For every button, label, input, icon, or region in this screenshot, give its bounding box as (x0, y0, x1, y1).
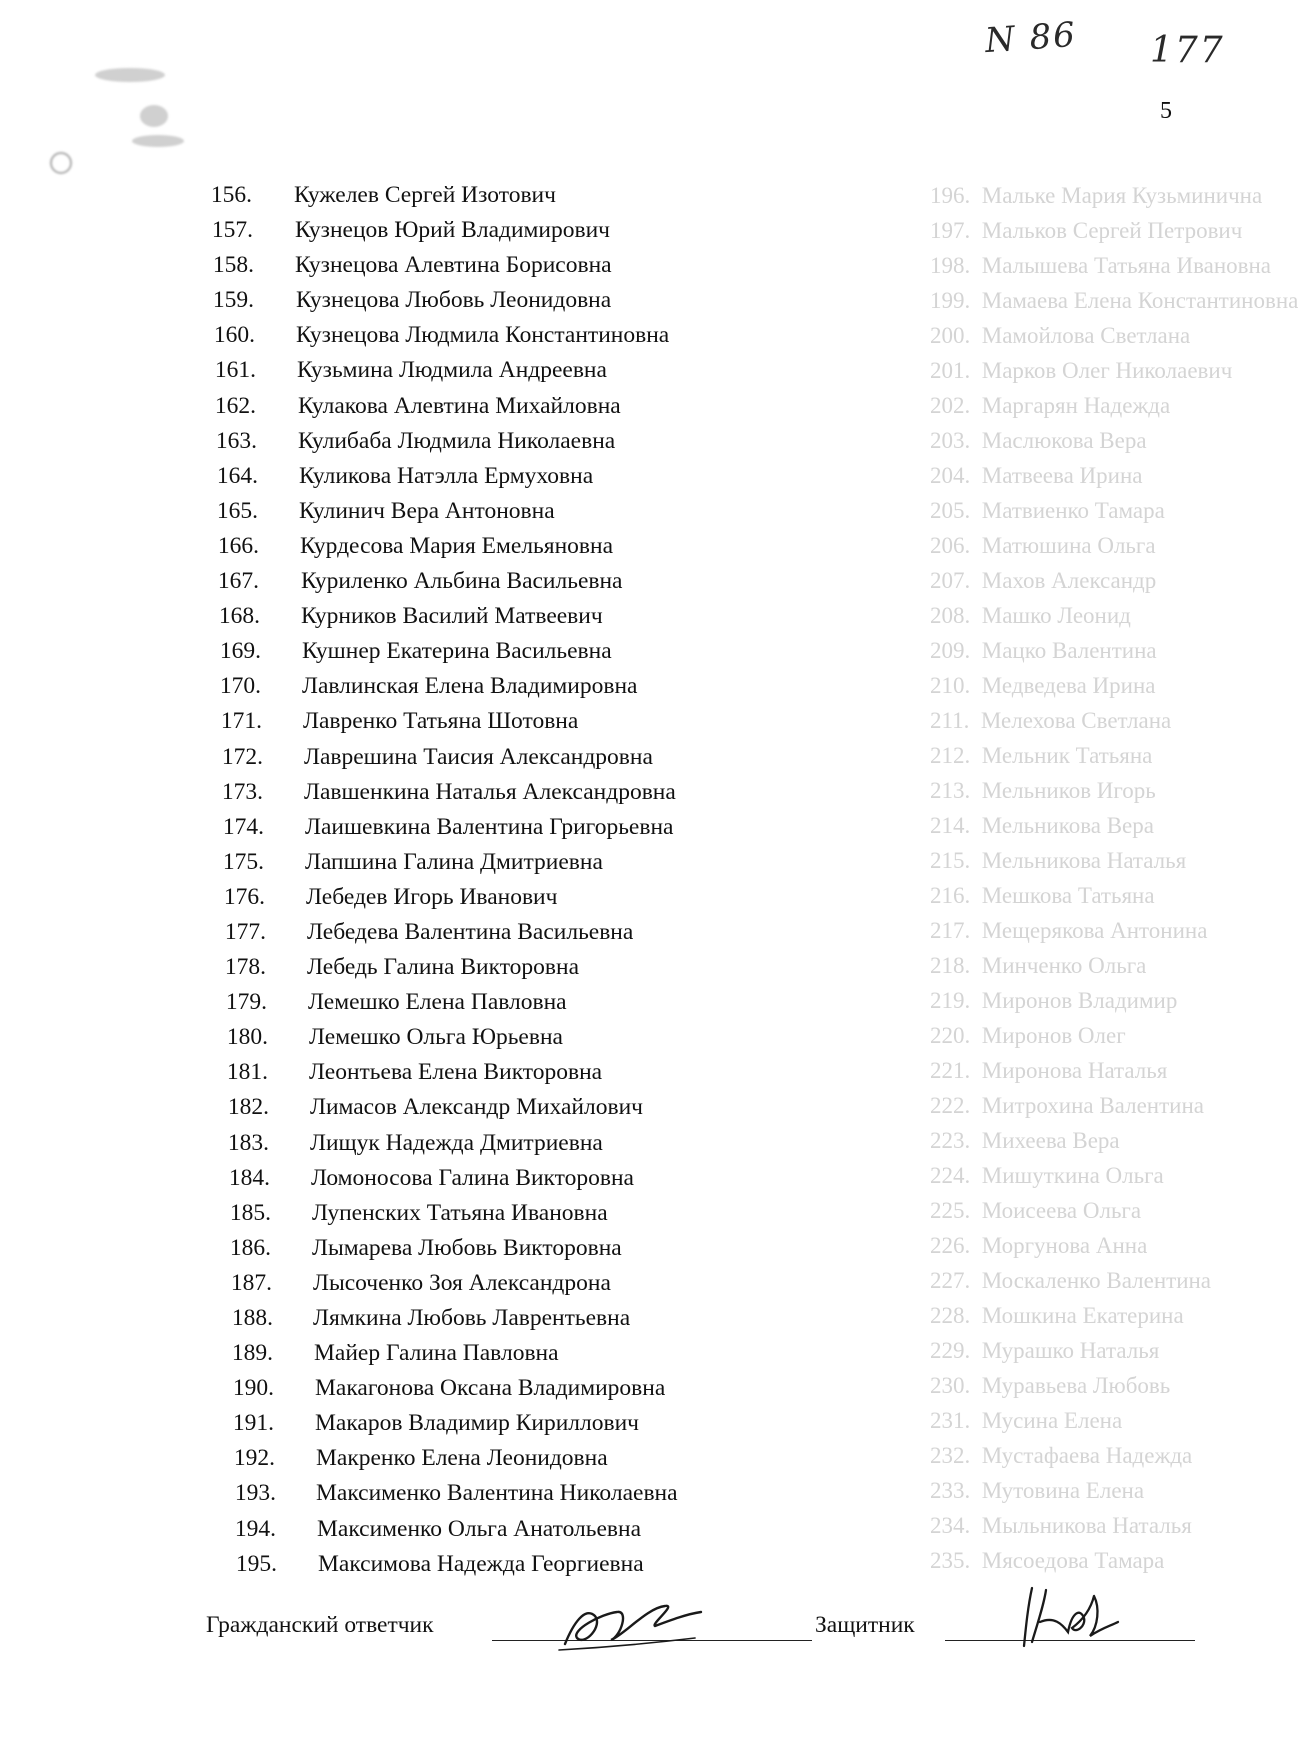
item-number: 169. (219, 638, 261, 665)
item-number: 176. (223, 883, 265, 910)
item-number: 167. (217, 568, 259, 595)
list-item (0, 880, 1240, 915)
item-number: 161. (214, 357, 256, 384)
list-item (0, 1441, 1240, 1476)
list-item (0, 810, 1240, 845)
list-item (0, 1161, 1240, 1196)
item-number: 174. (222, 813, 264, 840)
bleed-through-ghost: 196. Мальке Мария Кузьминична 197. Мальков Сергей Петрович 198. Малышева Татьяна Ивановна 199. Мамаева Елена Константиновна 200. Мамойлова Светлана 201. Марков Олег Николаевич 202. Маргарян Надежда 203. Маслюкова Вера 204. Матвеева Ирина 205. Матвиенко Тамара 206. Матюшина Ольга 207. Махов Александр 208. Машко Леонид 209. Мацко Валентина 210. Медведева Ирина 211. Мелехова Светлана 212. Мельник Татьяна 213. Мельников Игорь 214. Мельникова Вера 215. Мельникова Наталья 216. Мешкова Татьяна 217. Мещерякова Антонина 218. Минченко Ольга 219. Миронов Владимир 220. Миронов Олег 221. Миронова Наталья 222. Митрохина Валентина 223. Михеева Вера 224. Мишуткина Ольга 225. Моисеева Ольга 226. Моргунова Анна 227. Москаленко Валентина 228. Мошкина Екатерина 229. Мурашко Наталья 230. Муравьева Любовь 231. Мусина Елена 232. Мустафаева Надежда 233. Мутовина Елена 234. Мыльникова Наталья 235. Мясоедова Тамара (930, 183, 1298, 1573)
list-item (0, 459, 1240, 494)
item-number: 191. (232, 1410, 274, 1437)
item-name: Лебедев Игорь Иванович (306, 883, 558, 910)
item-name: Лавлинская Елена Владимировна (302, 673, 638, 700)
item-name: Лупенских Татьяна Ивановна (312, 1199, 608, 1226)
list-item (0, 634, 1240, 669)
item-number: 177. (224, 918, 266, 945)
item-name: Леонтьева Елена Викторовна (309, 1059, 603, 1086)
item-number: 195. (235, 1550, 277, 1577)
page-number: 5 (1160, 98, 1172, 124)
item-name: Лимасов Александр Михайлович (310, 1094, 643, 1121)
item-number: 193. (234, 1480, 276, 1507)
item-number: 166. (217, 532, 259, 559)
item-number: 192. (233, 1445, 275, 1472)
item-name: Кулибаба Людмила Николаевна (298, 427, 616, 454)
case-number-handwritten: N 86 (983, 14, 1079, 62)
item-number: 181. (226, 1059, 268, 1086)
item-number: 186. (229, 1234, 271, 1261)
item-number: 159. (212, 287, 254, 314)
list-item (0, 740, 1240, 775)
item-number: 171. (220, 708, 262, 735)
scan-smudge (50, 152, 72, 174)
item-name: Лебедь Галина Викторовна (307, 954, 580, 981)
item-name: Кулинич Вера Антоновна (299, 497, 555, 524)
list-item (0, 494, 1240, 529)
item-name: Лысоченко Зоя Александрона (313, 1269, 611, 1296)
item-number: 158. (212, 252, 254, 279)
civil-respondent-label: Гражданский ответчик (206, 1612, 434, 1638)
item-name: Куриленко Альбина Васильевна (301, 568, 623, 595)
item-name: Курдесова Мария Емельяновна (300, 532, 614, 559)
defender-label: Защитник (815, 1612, 915, 1638)
item-name: Максимова Надежда Георгиевна (318, 1550, 644, 1577)
item-name: Макаров Владимир Кириллович (315, 1410, 639, 1437)
item-name: Курников Василий Матвеевич (301, 603, 603, 630)
list-item (0, 1406, 1240, 1441)
item-name: Кулакова Алевтина Михайловна (298, 392, 621, 419)
item-name: Максименко Ольга Анатольевна (317, 1515, 641, 1542)
list-item (0, 1547, 1240, 1582)
item-number: 188. (231, 1305, 273, 1331)
item-number: 172. (221, 743, 263, 770)
item-name: Лямкина Любовь Лаврентьевна (313, 1305, 631, 1331)
item-name: Кузнецова Алевтина Борисовна (295, 252, 612, 279)
item-name: Макагонова Оксана Владимировна (315, 1375, 666, 1402)
list-item (0, 1371, 1240, 1406)
item-number: 194. (234, 1515, 276, 1542)
item-number: 183. (227, 1129, 269, 1156)
list-item (0, 1301, 1240, 1336)
item-number: 190. (232, 1375, 274, 1402)
item-number: 178. (224, 954, 266, 981)
item-number: 179. (225, 989, 267, 1016)
respondent-signature (555, 1594, 705, 1656)
list-item (0, 529, 1240, 564)
scan-smudge (132, 135, 184, 147)
item-number: 184. (228, 1164, 270, 1191)
item-number: 187. (230, 1269, 272, 1296)
item-name: Максименко Валентина Николаевна (316, 1480, 678, 1507)
item-number: 189. (231, 1340, 273, 1367)
item-name: Ломоносова Галина Викторовна (311, 1164, 634, 1191)
list-item (0, 283, 1240, 318)
scan-smudge (140, 105, 168, 127)
item-name: Макренко Елена Леонидовна (316, 1445, 608, 1472)
list-item (0, 1055, 1240, 1090)
list-item (0, 213, 1240, 248)
list-item (0, 564, 1240, 599)
list-item (0, 1231, 1240, 1266)
list-item (0, 1090, 1240, 1125)
list-item (0, 1196, 1240, 1231)
item-name: Лебедева Валентина Васильевна (307, 918, 634, 945)
list-item (0, 704, 1240, 739)
item-number: 175. (222, 848, 264, 875)
list-item (0, 599, 1240, 634)
list-item (0, 389, 1240, 424)
list-item (0, 178, 1240, 213)
item-number: 180. (226, 1024, 268, 1051)
defender-signature (1010, 1582, 1130, 1652)
item-name: Кузьмина Людмила Андреевна (297, 357, 607, 384)
item-number: 182. (227, 1094, 269, 1121)
list-item (0, 950, 1240, 985)
list-item (0, 353, 1240, 388)
item-name: Майер Галина Павловна (314, 1340, 559, 1367)
list-item (0, 845, 1240, 880)
list-item (0, 1126, 1240, 1161)
item-name: Кузнецов Юрий Владимирович (295, 217, 610, 244)
item-name: Лапшина Галина Дмитриевна (305, 848, 603, 875)
list-item (0, 985, 1240, 1020)
item-name: Лымарева Любовь Викторовна (312, 1234, 622, 1261)
item-name: Кужелев Сергей Изотович (294, 182, 556, 208)
list-item (0, 1336, 1240, 1371)
list-item (0, 669, 1240, 704)
list-item (0, 248, 1240, 283)
item-number: 162. (214, 392, 256, 419)
item-number: 156. (210, 182, 252, 208)
list-item (0, 318, 1240, 353)
list-item (0, 915, 1240, 950)
item-name: Лемешко Елена Павловна (308, 989, 567, 1016)
item-name: Куликова Натэлла Ермуховна (299, 462, 594, 489)
item-number: 157. (211, 217, 253, 244)
item-number: 163. (215, 427, 257, 454)
item-number: 173. (221, 778, 263, 805)
item-name: Лаврешина Таисия Александровна (304, 743, 653, 770)
item-name: Лищук Надежда Дмитриевна (310, 1129, 603, 1156)
item-name: Лаишевкина Валентина Григорьевна (305, 813, 674, 840)
list-item (0, 1020, 1240, 1055)
item-number: 160. (213, 322, 255, 349)
list-item (0, 1512, 1240, 1547)
scan-smudge (95, 68, 165, 82)
item-name: Кузнецова Людмила Константиновна (296, 322, 670, 349)
item-name: Лавренко Татьяна Шотовна (303, 708, 579, 735)
list-item (0, 424, 1240, 459)
list-item (0, 1266, 1240, 1301)
item-name: Кузнецова Любовь Леонидовна (296, 287, 612, 314)
name-list (0, 178, 1240, 1582)
item-number: 165. (216, 497, 258, 524)
item-number: 170. (219, 673, 261, 700)
folio-number-handwritten: 177 (1150, 30, 1225, 71)
item-name: Лавшенкина Наталья Александровна (304, 778, 676, 805)
item-number: 164. (216, 462, 258, 489)
item-number: 185. (229, 1199, 271, 1226)
item-number: 168. (218, 603, 260, 630)
item-name: Лемешко Ольга Юрьевна (309, 1024, 563, 1051)
list-item (0, 1476, 1240, 1511)
item-name: Кушнер Екатерина Васильевна (302, 638, 612, 665)
list-item (0, 775, 1240, 810)
